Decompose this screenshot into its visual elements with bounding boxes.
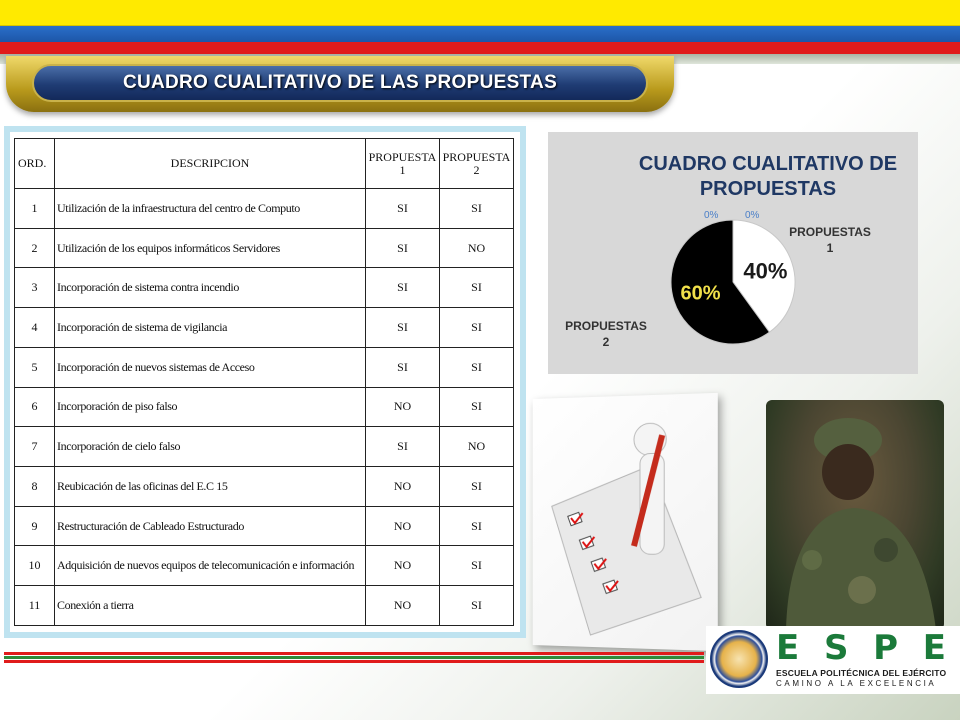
table-row — [15, 189, 514, 229]
cell-proposal-2: SI — [440, 189, 514, 229]
top-band-yellow — [0, 0, 960, 26]
cell-proposal-2: SI — [440, 308, 514, 348]
legend-label-proposal-2 — [556, 318, 656, 350]
cell-proposal-1: SI — [366, 427, 440, 467]
cell-proposal-2: NO — [440, 228, 514, 268]
cell-proposal-1: NO — [366, 586, 440, 626]
espe-letter-2: S — [823, 628, 849, 668]
cell-description: Restructuración de Cableado Estructurado — [55, 506, 366, 546]
cell-proposal-2: NO — [440, 427, 514, 467]
header-proposal-1-number: 1 — [399, 162, 406, 177]
table-row — [15, 586, 514, 626]
table-row — [15, 427, 514, 467]
table-row — [15, 347, 514, 387]
cell-proposal-2: SI — [440, 387, 514, 427]
espe-logo — [706, 626, 960, 694]
chart-title — [618, 152, 918, 202]
cell-ord: 4 — [15, 308, 55, 348]
cell-proposal-2: SI — [440, 347, 514, 387]
espe-motto: CAMINO A LA EXCELENCIA — [776, 679, 937, 688]
espe-name: ESCUELA POLITÉCNICA DEL EJÉRCITO — [776, 668, 947, 678]
checklist-illustration — [533, 393, 718, 651]
header-proposal-2 — [440, 139, 514, 189]
zero-label-2: 0% — [745, 210, 760, 221]
legend-label-proposal-1 — [780, 224, 880, 256]
table-row — [15, 228, 514, 268]
cell-description: Reubicación de las oficinas del E.C 15 — [55, 467, 366, 507]
cell-proposal-1: NO — [366, 467, 440, 507]
pie-chart — [548, 132, 918, 374]
proposals-table — [14, 138, 514, 626]
cell-ord: 6 — [15, 387, 55, 427]
title-plaque — [6, 56, 674, 112]
legend-label-proposal-2-number: 2 — [602, 335, 610, 349]
cell-proposal-1: NO — [366, 546, 440, 586]
cell-ord: 2 — [15, 228, 55, 268]
soldier-silhouette — [766, 400, 944, 630]
cell-proposal-1: SI — [366, 189, 440, 229]
proposals-table-panel — [4, 126, 526, 638]
espe-letter-1: E — [776, 628, 800, 668]
pie-data-label-1: 40% — [743, 258, 788, 284]
cell-proposal-1: SI — [366, 308, 440, 348]
cell-description: Conexión a tierra — [55, 586, 366, 626]
cell-description: Incorporación de piso falso — [55, 387, 366, 427]
table-row — [15, 506, 514, 546]
top-band-blue — [0, 26, 960, 42]
cell-proposal-1: NO — [366, 387, 440, 427]
legend-label-proposal-1-word: PROPUESTAS — [789, 225, 871, 239]
zero-label-1: 0% — [704, 210, 719, 221]
table-row — [15, 467, 514, 507]
cell-ord: 5 — [15, 347, 55, 387]
table-paper — [10, 132, 520, 632]
cell-proposal-1: NO — [366, 506, 440, 546]
table-header-row — [15, 139, 514, 189]
espe-letter-4: E — [922, 628, 946, 668]
soldier-photo — [766, 400, 944, 630]
header-proposal-1-word: PROPUESTA — [368, 149, 437, 164]
table-body — [15, 189, 514, 626]
table-row — [15, 387, 514, 427]
cell-proposal-2: SI — [440, 586, 514, 626]
cell-proposal-1: SI — [366, 228, 440, 268]
cell-proposal-2: SI — [440, 467, 514, 507]
cell-ord: 10 — [15, 546, 55, 586]
cell-proposal-1: SI — [366, 268, 440, 308]
cell-proposal-2: SI — [440, 546, 514, 586]
table-row — [15, 546, 514, 586]
espe-seal-icon — [710, 630, 768, 688]
cell-ord: 1 — [15, 189, 55, 229]
bottom-stripes — [4, 652, 704, 664]
header-description: DESCRIPCION — [55, 139, 366, 189]
cell-description: Incorporación de sistema de vigilancia — [55, 308, 366, 348]
legend-label-proposal-2-word: PROPUESTAS — [565, 319, 647, 333]
cell-description: Incorporación de sistema contra incendio — [55, 268, 366, 308]
header-proposal-1 — [366, 139, 440, 189]
cell-description: Utilización de los equipos informáticos Servidores — [55, 228, 366, 268]
cell-ord: 3 — [15, 268, 55, 308]
cell-ord: 7 — [15, 427, 55, 467]
cell-proposal-2: SI — [440, 268, 514, 308]
legend-label-proposal-1-number: 1 — [826, 241, 834, 255]
cell-description: Incorporación de cielo falso — [55, 427, 366, 467]
header-proposal-2-word: PROPUESTA — [442, 149, 511, 164]
cell-proposal-1: SI — [366, 347, 440, 387]
espe-letters — [776, 628, 946, 668]
cell-ord: 8 — [15, 467, 55, 507]
cell-description: Incorporación de nuevos sistemas de Acceso — [55, 347, 366, 387]
espe-letter-3: P — [873, 628, 899, 668]
title-banner — [32, 64, 648, 102]
table-row — [15, 308, 514, 348]
pie-data-label-2: 60% — [680, 282, 721, 305]
top-band-red — [0, 42, 960, 54]
page-title: CUADRO CUALITATIVO DE LAS PROPUESTAS — [122, 72, 558, 93]
cell-ord: 11 — [15, 586, 55, 626]
cell-proposal-2: SI — [440, 506, 514, 546]
table-row — [15, 268, 514, 308]
header-proposal-2-number: 2 — [473, 162, 480, 177]
cell-ord: 9 — [15, 506, 55, 546]
checklist-icon — [533, 393, 718, 651]
cell-description: Utilización de la infraestructura del centro de Computo — [55, 189, 366, 229]
cell-description: Adquisición de nuevos equipos de telecomunicación e información — [55, 546, 366, 586]
chart-title-text: CUADRO CUALITATIVO DE PROPUESTAS — [638, 153, 898, 200]
header-ord: ORD. — [15, 139, 55, 189]
